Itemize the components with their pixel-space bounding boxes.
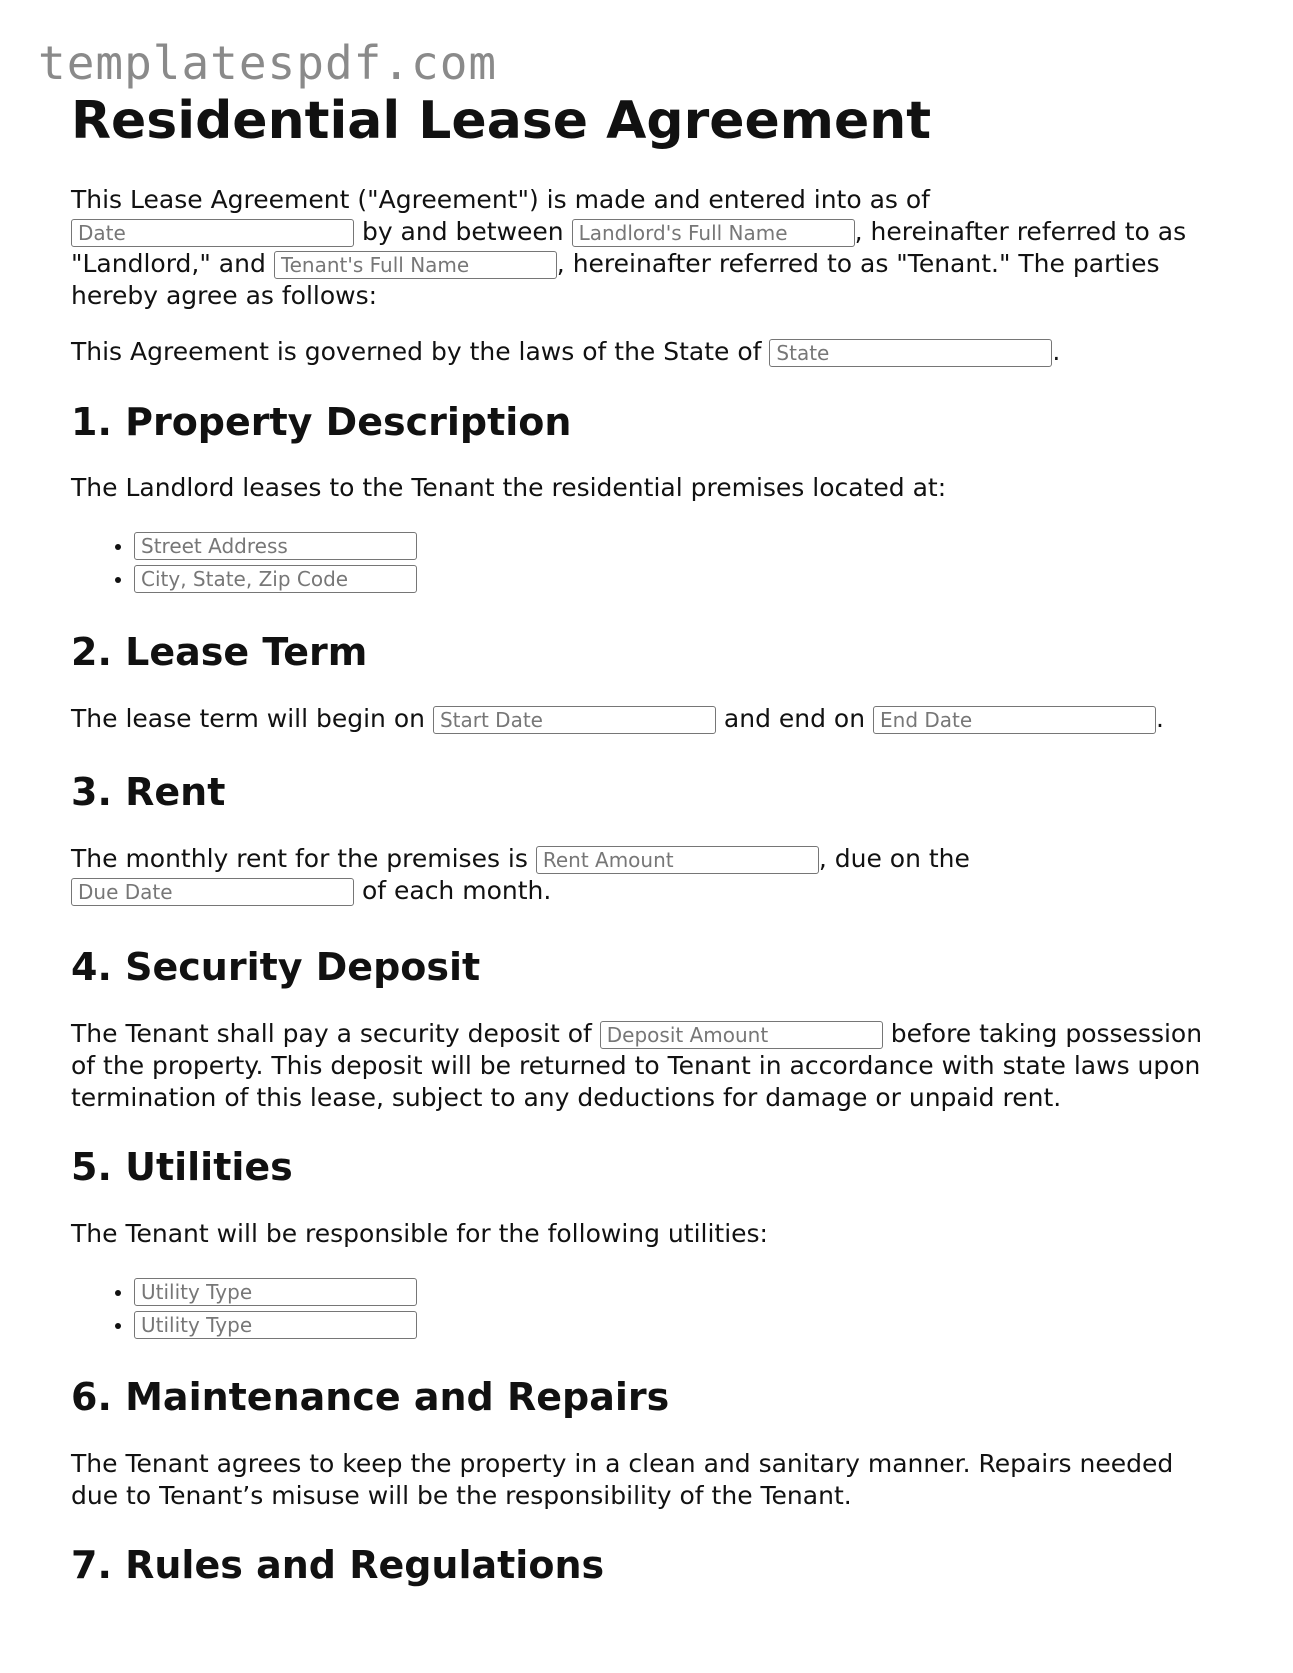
utility-type-input-1[interactable]	[134, 1278, 417, 1306]
section-heading-rules: 7. Rules and Regulations	[71, 1543, 605, 1587]
utility-type-input-2[interactable]	[134, 1311, 417, 1339]
intro-text-4: , hereinafter referred to as "Tenant." The parties hereby agree as follows:	[71, 249, 1160, 310]
watermark: templatespdf.com	[38, 36, 498, 90]
tenant-name-input[interactable]	[274, 251, 557, 279]
utilities-list	[71, 1274, 417, 1340]
rent-paragraph	[71, 843, 1221, 907]
term-text-1: The lease term will begin on	[71, 704, 433, 733]
rent-text-1: The monthly rent for the premises is	[71, 844, 536, 873]
intro-text-3: , hereinafter referred to as "Landlord," and	[71, 217, 1187, 278]
date-input[interactable]	[71, 219, 354, 247]
governing-text-1: This Agreement is governed by the laws of the State of	[71, 337, 770, 366]
rent-amount-input[interactable]	[536, 846, 819, 874]
due-date-input[interactable]	[71, 878, 354, 906]
rent-text-2: , due on the	[818, 844, 970, 873]
state-input[interactable]	[769, 339, 1052, 367]
rent-text-3: of each month.	[354, 876, 552, 905]
street-address-input[interactable]	[134, 532, 417, 560]
deposit-paragraph	[71, 1018, 1221, 1114]
deposit-text-1: The Tenant shall pay a security deposit of	[71, 1019, 600, 1048]
list-item	[134, 561, 417, 594]
end-date-input[interactable]	[873, 706, 1156, 734]
list-item	[134, 1274, 417, 1307]
lease-term-paragraph	[71, 703, 1221, 735]
intro-text-2: by and between	[354, 217, 572, 246]
section-heading-utilities: 5. Utilities	[71, 1145, 293, 1189]
city-state-zip-input[interactable]	[134, 565, 417, 593]
deposit-amount-input[interactable]	[600, 1021, 883, 1049]
section-heading-security-deposit: 4. Security Deposit	[71, 945, 481, 989]
document-title: Residential Lease Agreement	[71, 91, 932, 151]
start-date-input[interactable]	[433, 706, 716, 734]
term-text-2: and end on	[715, 704, 874, 733]
intro-text-1: This Lease Agreement ("Agreement") is made and entered into as of	[71, 185, 930, 214]
governing-text-2: .	[1052, 337, 1061, 366]
landlord-name-input[interactable]	[572, 219, 855, 247]
utilities-text: The Tenant will be responsible for the following utilities:	[71, 1219, 768, 1248]
term-text-3: .	[1156, 704, 1164, 733]
property-text: The Landlord leases to the Tenant the residential premises located at:	[71, 473, 947, 502]
section-heading-rent: 3. Rent	[71, 770, 226, 814]
property-address-list	[71, 528, 417, 594]
list-item	[134, 528, 417, 561]
governing-law-paragraph	[71, 336, 1221, 368]
intro-paragraph	[71, 184, 1221, 312]
list-item	[134, 1307, 417, 1340]
maintenance-text: The Tenant agrees to keep the property in a clean and sanitary manner. Repairs needed due to Tenant’s misuse will be the responsibility of the Tenant.	[71, 1449, 1174, 1510]
section-heading-lease-term: 2. Lease Term	[71, 630, 368, 674]
deposit-text-2: before taking possession of the property. This deposit will be returned to Tenant in accordance with state laws upon termination of this lease, subject to any deductions for damage or unpaid rent.	[71, 1019, 1203, 1112]
section-heading-property: 1. Property Description	[71, 400, 572, 444]
section-heading-maintenance: 6. Maintenance and Repairs	[71, 1375, 670, 1419]
